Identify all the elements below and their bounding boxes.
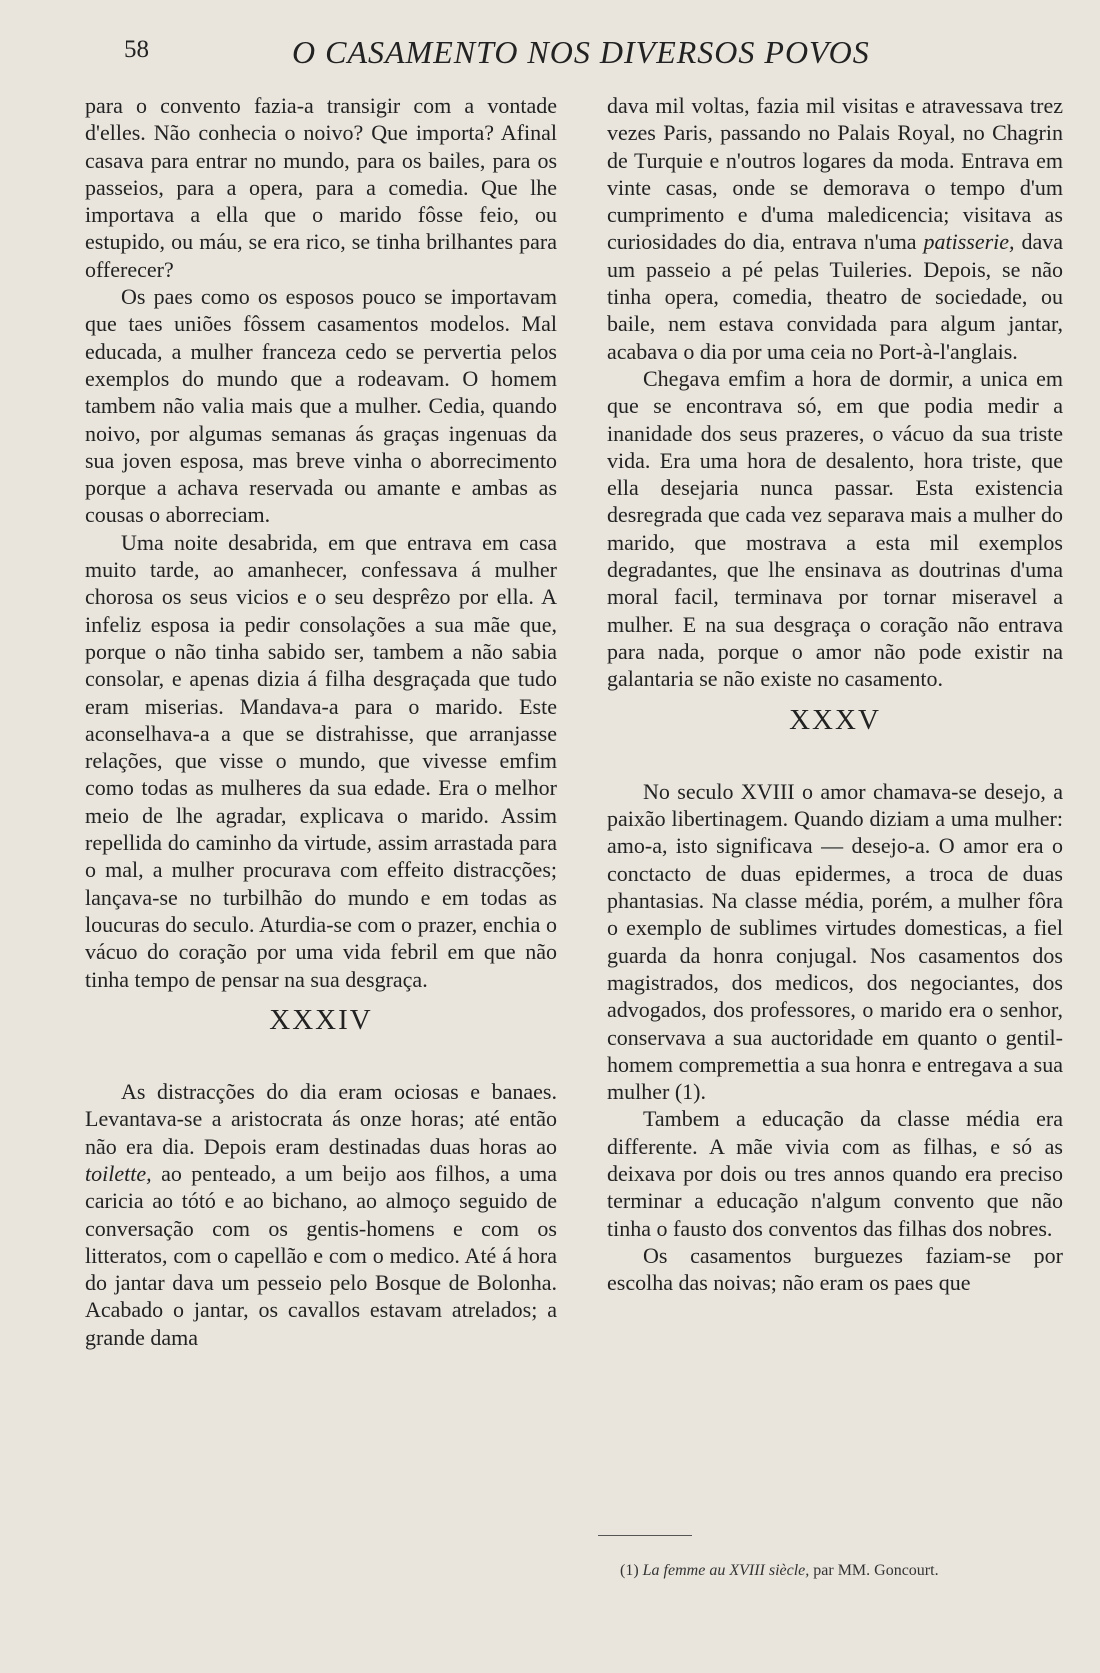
italic-text: toilette, [85,1160,152,1186]
chapter-heading: XXXIV [269,1003,373,1036]
paragraph: Os paes como os esposos pouco se importavam que taes uniões fôssem casamentos modelos. Mal educada, a mulher franceza cedo se pervertia pelos exemplos do mundo que a rodeavam. O homem tambem não valia mais que a mulher. Cedia, quando noivo, por algumas semanas ás graças ingenuas da sua joven esposa, mas breve vinha o aborrecimento porque a achava reservada ou amante e ambas as cousas o aborreciam. [85,284,557,528]
footnote-number: (1) [620,1562,639,1579]
paragraph: para o convento fazia-a transigir com a vontade d'elles. Não conhecia o noivo? Que importa? Afinal casava para entrar no mundo, para os bailes, para os passeios, para a opera, para a comedia. Que lhe importava a ella que o marido fôsse feio, ou estupido, ou máu, se era rico, se tinha brilhantes para offerecer? [85,93,557,282]
footnote [620,1562,939,1580]
right-column [607,92,1063,1296]
left-column [85,92,557,1351]
chapter-heading: XXXV [789,703,881,736]
page-number: 58 [124,36,149,63]
page-header [96,34,1060,74]
paragraph: Chegava emfim a hora de dormir, a unica em que se encontrava só, em que podia medir a inanidade dos seus prazeres, o vácuo da sua triste vida. Era uma hora de desalento, hora triste, que ella desejaria nunca passar. Esta existencia desregrada que cada vez separava mais a mulher do marido, que mostrava a esta mil exemplos degradantes, que lhe ensinava as doutrinas d'uma moral facil, terminava por tornar miseravel a mulher. E na sua desgraça o coração não entrava para nada, porque o amor não pode existir na galantaria se não existe no casamento. [607,365,1063,692]
footnote-divider [598,1535,692,1536]
footnote-title: La femme au XVIII siècle, [642,1562,810,1579]
footnote-text: par MM. Goncourt. [809,1562,939,1579]
paragraph [607,92,1063,365]
running-title: O CASAMENTO NOS DIVERSOS POVOS [292,34,870,70]
paragraph: Uma noite desabrida, em que entrava em casa muito tarde, ao amanhecer, confessava á mulher chorosa os seus vicios e o seu desprêzo por ella. A infeliz esposa ia pedir consolações a sua mãe que, porque o não tinha sabido ser, tambem a não sabia consolar, e apenas dizia á filha desgraçada que tudo eram miserias. Mandava-a para o marido. Este aconselhava-a a que se distrahisse, que arranjasse relações, que visse o mundo, que vivesse emfim como todas as mulheres da sua edade. Era o melhor meio de lhe agradar, explicava o marido. Assim repellida do caminho da virtude, assim arrastada para o mal, a mulher procurava com effeito distracções; lançava-se no turbilhão do mundo e em todas as loucuras do seculo. Aturdia-se com o prazer, enchia o vácuo do coração por uma vida febril em que não tinha tempo de pensar na sua desgraça. [85,529,557,992]
italic-text: patisserie, [923,229,1015,255]
paragraph: Tambem a educação da classe média era differente. A mãe vivia com as filhas, e só as deixava por dois ou tres annos quando era preciso terminar a educação n'algum convento que não tinha o fausto dos conventos das filhas dos nobres. [607,1106,1063,1241]
paragraph: Os casamentos burguezes faziam-se por escolha das noivas; não eram os paes que [607,1242,1063,1296]
paragraph: No seculo XVIII o amor chamava-se desejo, a paixão libertinagem. Quando diziam a uma mulher: amo-a, isto significava — desejo-a. O amor era o conctacto de duas epidermes, a troca de duas phantasias. Na classe média, porém, a mulher fôra o exemplo de sublimes virtudes domesticas, a fiel guarda da honra conjugal. Nos casamentos dos magistrados, dos medicos, dos negociantes, dos advogados, dos professores, o marido era o senhor, conservava a sua auctoridade em quanto o gentil-homem compremettia a sua honra e entregava a sua mulher (1). [607,778,1063,1105]
paragraph-text: As distracções do dia eram ociosas e banaes. Levantava-se a aristocrata ás onze horas; até então não era dia. Depois eram destinadas duas horas ao [85,1079,557,1159]
paragraph-text: dava um passeio a pé pelas Tuileries. Depois, se não tinha opera, comedia, theatro de sociedade, ou baile, nem estava convidada para algum jantar, acabava o dia por uma ceia no Port-à-l'anglais. [607,229,1064,364]
paragraph-text: ao penteado, a um beijo aos filhos, a uma caricia ao tótó e ao bichano, ao almoço seguido de conversação com os gentis-homens e com os litteratos, com o capellão e com o medico. Até á hora do jantar dava um pesseio pelo Bosque de Bolonha. Acabado o jantar, os cavallos estavam atrelados; a grande dama [85,1160,557,1350]
paragraph-text: dava mil voltas, fazia mil visitas e atravessava trez vezes Paris, passando no Palais Royal, no Chagrin de Turquie e n'outros logares da moda. Entrava em vinte casas, onde se demorava o tempo d'um cumprimento e d'uma maledicencia; visitava as curiosidades do dia, entrava n'uma [607,93,1063,255]
paragraph [85,1078,557,1351]
